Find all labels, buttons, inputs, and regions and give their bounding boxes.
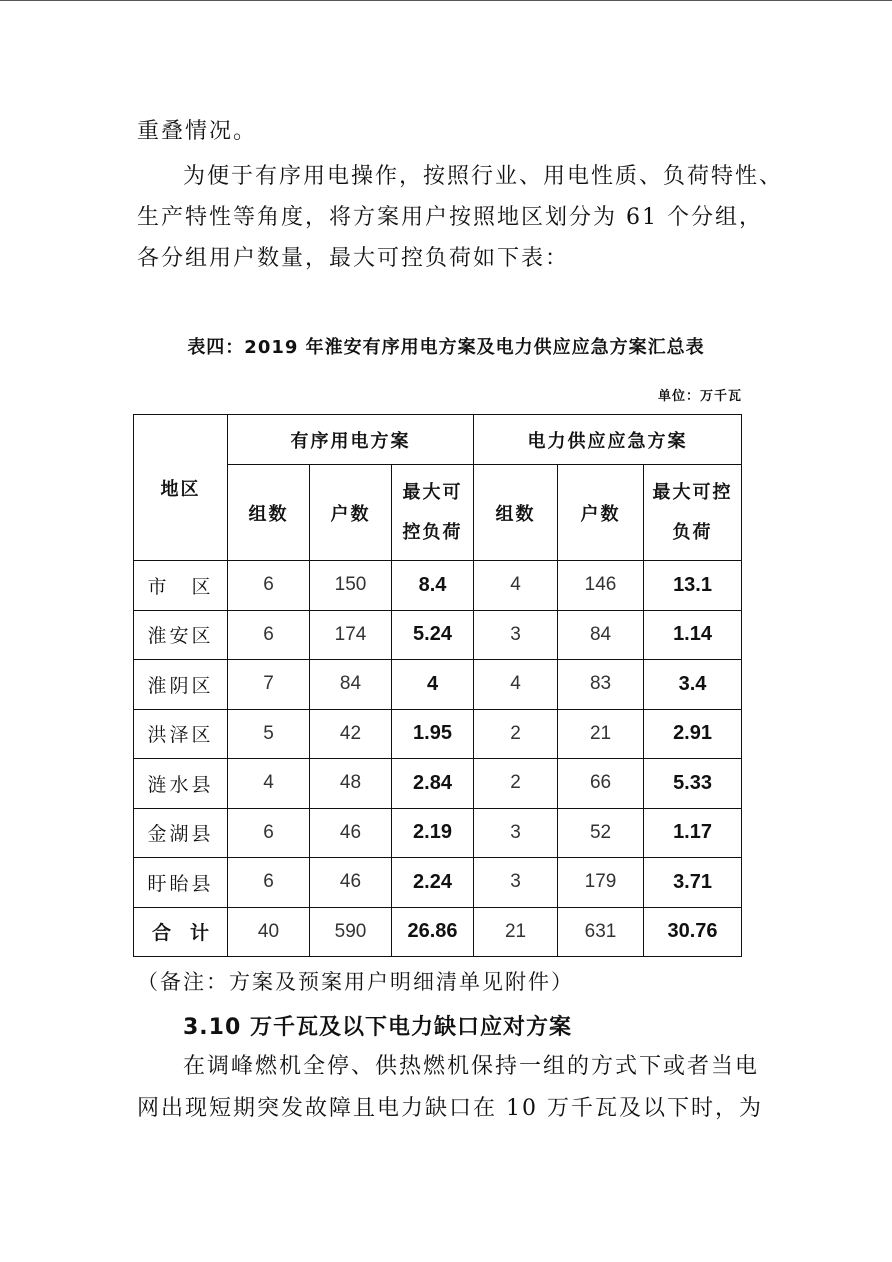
emergency-households-cell: 84 [558, 610, 644, 660]
region-cell: 淮阴区 [134, 660, 228, 710]
emergency-plan-header: 电力供应应急方案 [474, 415, 742, 465]
emergency-maxload-line1: 最大可控 [652, 481, 733, 503]
region-cell: 淮安区 [134, 610, 228, 660]
emergency-households-cell: 21 [558, 709, 644, 759]
orderly-maxload-cell: 2.84 [392, 759, 474, 809]
orderly-households-cell: 84 [310, 660, 392, 710]
total-emergency-groups-cell: 21 [474, 907, 558, 957]
table-note: （备注：方案及预案用户明细清单见附件） [137, 970, 574, 994]
orderly-maxload-cell: 2.19 [392, 808, 474, 858]
orderly-households-cell: 48 [310, 759, 392, 809]
orderly-maxload-cell: 1.95 [392, 709, 474, 759]
intro-line-1: 重叠情况。 [137, 119, 258, 144]
region-cell: 涟水县 [134, 759, 228, 809]
orderly-groups-cell: 6 [228, 858, 310, 908]
region-cell: 市 区 [134, 561, 228, 611]
emergency-maxload-header [644, 465, 742, 561]
intro-line-3: 生产特性等角度，将方案用户按照地区划分为 61 个分组， [137, 205, 763, 230]
orderly-groups-header: 组数 [228, 465, 310, 561]
region-cell: 盱眙县 [134, 858, 228, 908]
total-orderly-households-cell: 590 [310, 907, 392, 957]
total-emergency-maxload-cell: 30.76 [644, 907, 742, 957]
emergency-maxload-cell: 2.91 [644, 709, 742, 759]
outro-line-2: 网出现短期突发故障且电力缺口在 10 万千瓦及以下时，为 [137, 1096, 763, 1121]
emergency-groups-cell: 2 [474, 709, 558, 759]
emergency-maxload-cell: 13.1 [644, 561, 742, 611]
orderly-maxload-header [392, 465, 474, 561]
orderly-maxload-cell: 4 [392, 660, 474, 710]
orderly-households-cell: 150 [310, 561, 392, 611]
header-row-1 [134, 415, 742, 465]
total-orderly-maxload-cell: 26.86 [392, 907, 474, 957]
intro-line-4: 各分组用户数量，最大可控负荷如下表： [137, 246, 570, 271]
total-row [134, 907, 742, 957]
section-title: 3.10 万千瓦及以下电力缺口应对方案 [183, 1015, 572, 1040]
emergency-groups-cell: 4 [474, 660, 558, 710]
emergency-maxload-cell: 3.4 [644, 660, 742, 710]
orderly-plan-header: 有序用电方案 [228, 415, 474, 465]
emergency-households-cell: 83 [558, 660, 644, 710]
orderly-households-header: 户数 [310, 465, 392, 561]
emergency-groups-cell: 3 [474, 858, 558, 908]
emergency-households-cell: 66 [558, 759, 644, 809]
orderly-households-cell: 46 [310, 858, 392, 908]
orderly-groups-cell: 6 [228, 610, 310, 660]
table-row [134, 660, 742, 710]
orderly-groups-cell: 5 [228, 709, 310, 759]
intro-line-2: 为便于有序用电操作，按照行业、用电性质、负荷特性、 [183, 164, 784, 189]
emergency-households-cell: 179 [558, 858, 644, 908]
emergency-maxload-cell: 3.71 [644, 858, 742, 908]
emergency-maxload-cell: 5.33 [644, 759, 742, 809]
orderly-groups-cell: 7 [228, 660, 310, 710]
region-header: 地区 [134, 415, 228, 561]
emergency-groups-cell: 4 [474, 561, 558, 611]
total-orderly-groups-cell: 40 [228, 907, 310, 957]
orderly-groups-cell: 4 [228, 759, 310, 809]
page-top-border [0, 0, 892, 1]
orderly-maxload-line2: 控负荷 [402, 521, 463, 543]
total-label-cell: 合 计 [134, 907, 228, 957]
orderly-households-cell: 42 [310, 709, 392, 759]
emergency-groups-cell: 3 [474, 808, 558, 858]
emergency-groups-cell: 3 [474, 610, 558, 660]
emergency-households-cell: 52 [558, 808, 644, 858]
table-row [134, 561, 742, 611]
emergency-groups-cell: 2 [474, 759, 558, 809]
unit-label: 单位：万千瓦 [657, 389, 742, 404]
table-caption: 表四：2019 年淮安有序用电方案及电力供应应急方案汇总表 [187, 337, 705, 358]
orderly-households-cell: 174 [310, 610, 392, 660]
emergency-maxload-cell: 1.17 [644, 808, 742, 858]
table-row [134, 808, 742, 858]
orderly-maxload-cell: 5.24 [392, 610, 474, 660]
outro-line-1: 在调峰燃机全停、供热燃机保持一组的方式下或者当电 [183, 1054, 760, 1079]
region-cell: 洪泽区 [134, 709, 228, 759]
table-row [134, 858, 742, 908]
emergency-maxload-line2: 负荷 [672, 521, 713, 543]
orderly-maxload-cell: 8.4 [392, 561, 474, 611]
emergency-households-header: 户数 [558, 465, 644, 561]
region-cell: 金湖县 [134, 808, 228, 858]
table-row [134, 709, 742, 759]
emergency-maxload-cell: 1.14 [644, 610, 742, 660]
table-row [134, 759, 742, 809]
orderly-maxload-line1: 最大可 [402, 481, 463, 503]
orderly-maxload-cell: 2.24 [392, 858, 474, 908]
orderly-households-cell: 46 [310, 808, 392, 858]
emergency-households-cell: 146 [558, 561, 644, 611]
emergency-groups-header: 组数 [474, 465, 558, 561]
orderly-groups-cell: 6 [228, 808, 310, 858]
table-row [134, 610, 742, 660]
summary-table [133, 414, 742, 957]
orderly-groups-cell: 6 [228, 561, 310, 611]
total-emergency-households-cell: 631 [558, 907, 644, 957]
